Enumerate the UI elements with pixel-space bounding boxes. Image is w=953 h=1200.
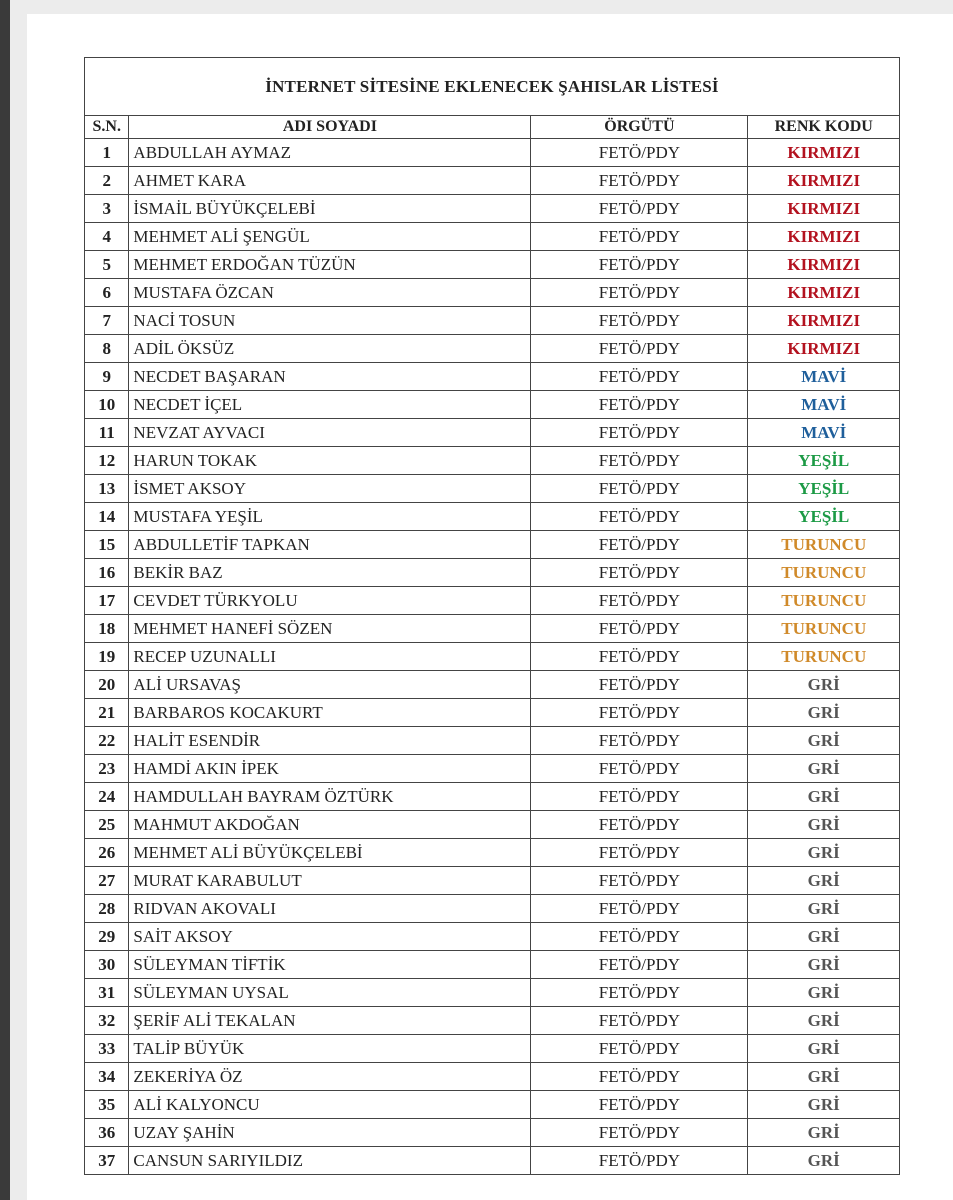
row-name: HALİT ESENDİR bbox=[129, 727, 531, 755]
persons-list-table bbox=[84, 57, 900, 1175]
row-color-code: MAVİ bbox=[748, 363, 900, 391]
table-row bbox=[85, 167, 900, 195]
row-org: FETÖ/PDY bbox=[531, 699, 748, 727]
row-org: FETÖ/PDY bbox=[531, 307, 748, 335]
row-org: FETÖ/PDY bbox=[531, 1147, 748, 1175]
row-name: UZAY ŞAHİN bbox=[129, 1119, 531, 1147]
row-name: İSMET AKSOY bbox=[129, 475, 531, 503]
row-org: FETÖ/PDY bbox=[531, 335, 748, 363]
row-org: FETÖ/PDY bbox=[531, 951, 748, 979]
row-org: FETÖ/PDY bbox=[531, 867, 748, 895]
row-name: MEHMET ALİ ŞENGÜL bbox=[129, 223, 531, 251]
row-color-code: GRİ bbox=[748, 1091, 900, 1119]
row-color-code: TURUNCU bbox=[748, 531, 900, 559]
row-sn: 2 bbox=[85, 167, 129, 195]
table-row bbox=[85, 139, 900, 167]
table-row bbox=[85, 727, 900, 755]
row-org: FETÖ/PDY bbox=[531, 223, 748, 251]
row-sn: 23 bbox=[85, 755, 129, 783]
row-sn: 36 bbox=[85, 1119, 129, 1147]
row-sn: 11 bbox=[85, 419, 129, 447]
row-color-code: GRİ bbox=[748, 671, 900, 699]
row-org: FETÖ/PDY bbox=[531, 195, 748, 223]
row-org: FETÖ/PDY bbox=[531, 363, 748, 391]
row-color-code: GRİ bbox=[748, 923, 900, 951]
row-sn: 34 bbox=[85, 1063, 129, 1091]
row-name: TALİP BÜYÜK bbox=[129, 1035, 531, 1063]
row-color-code: GRİ bbox=[748, 755, 900, 783]
row-org: FETÖ/PDY bbox=[531, 587, 748, 615]
row-org: FETÖ/PDY bbox=[531, 1119, 748, 1147]
row-color-code: TURUNCU bbox=[748, 643, 900, 671]
row-sn: 19 bbox=[85, 643, 129, 671]
row-sn: 8 bbox=[85, 335, 129, 363]
row-org: FETÖ/PDY bbox=[531, 139, 748, 167]
table-row bbox=[85, 755, 900, 783]
table-header-row bbox=[85, 116, 900, 139]
row-sn: 28 bbox=[85, 895, 129, 923]
row-color-code: KIRMIZI bbox=[748, 335, 900, 363]
row-name: MURAT KARABULUT bbox=[129, 867, 531, 895]
row-color-code: KIRMIZI bbox=[748, 279, 900, 307]
viewer-left-edge bbox=[0, 0, 10, 1200]
table-row bbox=[85, 895, 900, 923]
row-name: ALİ KALYONCU bbox=[129, 1091, 531, 1119]
table-row bbox=[85, 531, 900, 559]
row-name: BARBAROS KOCAKURT bbox=[129, 699, 531, 727]
row-name: ALİ URSAVAŞ bbox=[129, 671, 531, 699]
row-name: HAMDULLAH BAYRAM ÖZTÜRK bbox=[129, 783, 531, 811]
row-org: FETÖ/PDY bbox=[531, 391, 748, 419]
table-row bbox=[85, 783, 900, 811]
row-org: FETÖ/PDY bbox=[531, 1063, 748, 1091]
row-sn: 31 bbox=[85, 979, 129, 1007]
row-sn: 9 bbox=[85, 363, 129, 391]
table-row bbox=[85, 1119, 900, 1147]
header-name: ADI SOYADI bbox=[129, 116, 531, 139]
table-body bbox=[85, 139, 900, 1175]
row-color-code: KIRMIZI bbox=[748, 223, 900, 251]
row-sn: 16 bbox=[85, 559, 129, 587]
row-sn: 12 bbox=[85, 447, 129, 475]
table-row bbox=[85, 335, 900, 363]
row-sn: 14 bbox=[85, 503, 129, 531]
table-row bbox=[85, 699, 900, 727]
header-sn: S.N. bbox=[85, 116, 129, 139]
row-name: NECDET BAŞARAN bbox=[129, 363, 531, 391]
row-color-code: GRİ bbox=[748, 951, 900, 979]
table-row bbox=[85, 559, 900, 587]
row-color-code: GRİ bbox=[748, 1147, 900, 1175]
row-name: MEHMET ALİ BÜYÜKÇELEBİ bbox=[129, 839, 531, 867]
row-sn: 22 bbox=[85, 727, 129, 755]
row-name: MEHMET ERDOĞAN TÜZÜN bbox=[129, 251, 531, 279]
row-org: FETÖ/PDY bbox=[531, 727, 748, 755]
table-row bbox=[85, 1063, 900, 1091]
table-row bbox=[85, 839, 900, 867]
row-color-code: KIRMIZI bbox=[748, 139, 900, 167]
row-color-code: GRİ bbox=[748, 839, 900, 867]
row-sn: 25 bbox=[85, 811, 129, 839]
row-color-code: GRİ bbox=[748, 727, 900, 755]
row-sn: 5 bbox=[85, 251, 129, 279]
row-color-code: MAVİ bbox=[748, 391, 900, 419]
row-org: FETÖ/PDY bbox=[531, 1091, 748, 1119]
row-org: FETÖ/PDY bbox=[531, 1007, 748, 1035]
table-row bbox=[85, 811, 900, 839]
row-name: RECEP UZUNALLI bbox=[129, 643, 531, 671]
row-name: İSMAİL BÜYÜKÇELEBİ bbox=[129, 195, 531, 223]
row-sn: 35 bbox=[85, 1091, 129, 1119]
row-sn: 15 bbox=[85, 531, 129, 559]
table-row bbox=[85, 671, 900, 699]
row-name: MUSTAFA YEŞİL bbox=[129, 503, 531, 531]
row-color-code: GRİ bbox=[748, 979, 900, 1007]
table-row bbox=[85, 643, 900, 671]
row-sn: 24 bbox=[85, 783, 129, 811]
row-org: FETÖ/PDY bbox=[531, 643, 748, 671]
row-org: FETÖ/PDY bbox=[531, 811, 748, 839]
row-color-code: GRİ bbox=[748, 811, 900, 839]
row-sn: 32 bbox=[85, 1007, 129, 1035]
table-row bbox=[85, 307, 900, 335]
table-row bbox=[85, 951, 900, 979]
row-name: ŞERİF ALİ TEKALAN bbox=[129, 1007, 531, 1035]
row-org: FETÖ/PDY bbox=[531, 923, 748, 951]
table-row bbox=[85, 979, 900, 1007]
row-color-code: TURUNCU bbox=[748, 615, 900, 643]
row-org: FETÖ/PDY bbox=[531, 895, 748, 923]
row-name: CEVDET TÜRKYOLU bbox=[129, 587, 531, 615]
row-org: FETÖ/PDY bbox=[531, 475, 748, 503]
row-org: FETÖ/PDY bbox=[531, 251, 748, 279]
row-org: FETÖ/PDY bbox=[531, 419, 748, 447]
row-org: FETÖ/PDY bbox=[531, 531, 748, 559]
table-row bbox=[85, 391, 900, 419]
row-name: NECDET İÇEL bbox=[129, 391, 531, 419]
row-name: HARUN TOKAK bbox=[129, 447, 531, 475]
table-row bbox=[85, 363, 900, 391]
table-row bbox=[85, 1091, 900, 1119]
row-color-code: KIRMIZI bbox=[748, 195, 900, 223]
row-org: FETÖ/PDY bbox=[531, 671, 748, 699]
row-sn: 33 bbox=[85, 1035, 129, 1063]
row-sn: 10 bbox=[85, 391, 129, 419]
table-row bbox=[85, 195, 900, 223]
row-color-code: MAVİ bbox=[748, 419, 900, 447]
row-color-code: KIRMIZI bbox=[748, 251, 900, 279]
row-org: FETÖ/PDY bbox=[531, 167, 748, 195]
row-sn: 13 bbox=[85, 475, 129, 503]
row-org: FETÖ/PDY bbox=[531, 447, 748, 475]
row-org: FETÖ/PDY bbox=[531, 559, 748, 587]
row-name: SÜLEYMAN UYSAL bbox=[129, 979, 531, 1007]
row-org: FETÖ/PDY bbox=[531, 979, 748, 1007]
row-color-code: KIRMIZI bbox=[748, 167, 900, 195]
row-org: FETÖ/PDY bbox=[531, 615, 748, 643]
row-color-code: GRİ bbox=[748, 1063, 900, 1091]
row-name: SAİT AKSOY bbox=[129, 923, 531, 951]
row-org: FETÖ/PDY bbox=[531, 783, 748, 811]
table-row bbox=[85, 1007, 900, 1035]
row-sn: 4 bbox=[85, 223, 129, 251]
row-name: MEHMET HANEFİ SÖZEN bbox=[129, 615, 531, 643]
row-sn: 18 bbox=[85, 615, 129, 643]
row-sn: 1 bbox=[85, 139, 129, 167]
document-title: İNTERNET SİTESİNE EKLENECEK ŞAHISLAR LİSTESİ bbox=[85, 58, 900, 116]
row-sn: 37 bbox=[85, 1147, 129, 1175]
table-row bbox=[85, 615, 900, 643]
table-row bbox=[85, 503, 900, 531]
row-sn: 27 bbox=[85, 867, 129, 895]
table-row bbox=[85, 587, 900, 615]
row-sn: 26 bbox=[85, 839, 129, 867]
table-row bbox=[85, 447, 900, 475]
row-color-code: GRİ bbox=[748, 1119, 900, 1147]
row-color-code: YEŞİL bbox=[748, 447, 900, 475]
row-name: SÜLEYMAN TİFTİK bbox=[129, 951, 531, 979]
row-color-code: YEŞİL bbox=[748, 475, 900, 503]
row-sn: 3 bbox=[85, 195, 129, 223]
table-row bbox=[85, 867, 900, 895]
row-color-code: KIRMIZI bbox=[748, 307, 900, 335]
table-row bbox=[85, 923, 900, 951]
row-org: FETÖ/PDY bbox=[531, 279, 748, 307]
row-org: FETÖ/PDY bbox=[531, 503, 748, 531]
row-name: RIDVAN AKOVALI bbox=[129, 895, 531, 923]
row-name: NACİ TOSUN bbox=[129, 307, 531, 335]
table-row bbox=[85, 223, 900, 251]
row-name: AHMET KARA bbox=[129, 167, 531, 195]
row-name: CANSUN SARIYILDIZ bbox=[129, 1147, 531, 1175]
table-row bbox=[85, 1035, 900, 1063]
table-row bbox=[85, 419, 900, 447]
row-name: NEVZAT AYVACI bbox=[129, 419, 531, 447]
header-org: ÖRGÜTÜ bbox=[531, 116, 748, 139]
table-row bbox=[85, 475, 900, 503]
row-color-code: GRİ bbox=[748, 895, 900, 923]
row-color-code: GRİ bbox=[748, 783, 900, 811]
row-sn: 20 bbox=[85, 671, 129, 699]
row-color-code: YEŞİL bbox=[748, 503, 900, 531]
row-org: FETÖ/PDY bbox=[531, 1035, 748, 1063]
row-sn: 30 bbox=[85, 951, 129, 979]
row-org: FETÖ/PDY bbox=[531, 839, 748, 867]
row-org: FETÖ/PDY bbox=[531, 755, 748, 783]
row-sn: 6 bbox=[85, 279, 129, 307]
row-sn: 29 bbox=[85, 923, 129, 951]
row-sn: 17 bbox=[85, 587, 129, 615]
row-name: ABDULLETİF TAPKAN bbox=[129, 531, 531, 559]
row-color-code: GRİ bbox=[748, 1007, 900, 1035]
row-sn: 7 bbox=[85, 307, 129, 335]
table-row bbox=[85, 1147, 900, 1175]
row-color-code: TURUNCU bbox=[748, 559, 900, 587]
row-color-code: GRİ bbox=[748, 1035, 900, 1063]
row-name: ADİL ÖKSÜZ bbox=[129, 335, 531, 363]
row-color-code: GRİ bbox=[748, 699, 900, 727]
row-name: BEKİR BAZ bbox=[129, 559, 531, 587]
row-name: MAHMUT AKDOĞAN bbox=[129, 811, 531, 839]
header-color-code: RENK KODU bbox=[748, 116, 900, 139]
row-name: HAMDİ AKIN İPEK bbox=[129, 755, 531, 783]
row-name: ABDULLAH AYMAZ bbox=[129, 139, 531, 167]
row-name: MUSTAFA ÖZCAN bbox=[129, 279, 531, 307]
table-row bbox=[85, 279, 900, 307]
row-name: ZEKERİYA ÖZ bbox=[129, 1063, 531, 1091]
row-sn: 21 bbox=[85, 699, 129, 727]
table-row bbox=[85, 251, 900, 279]
row-color-code: GRİ bbox=[748, 867, 900, 895]
row-color-code: TURUNCU bbox=[748, 587, 900, 615]
